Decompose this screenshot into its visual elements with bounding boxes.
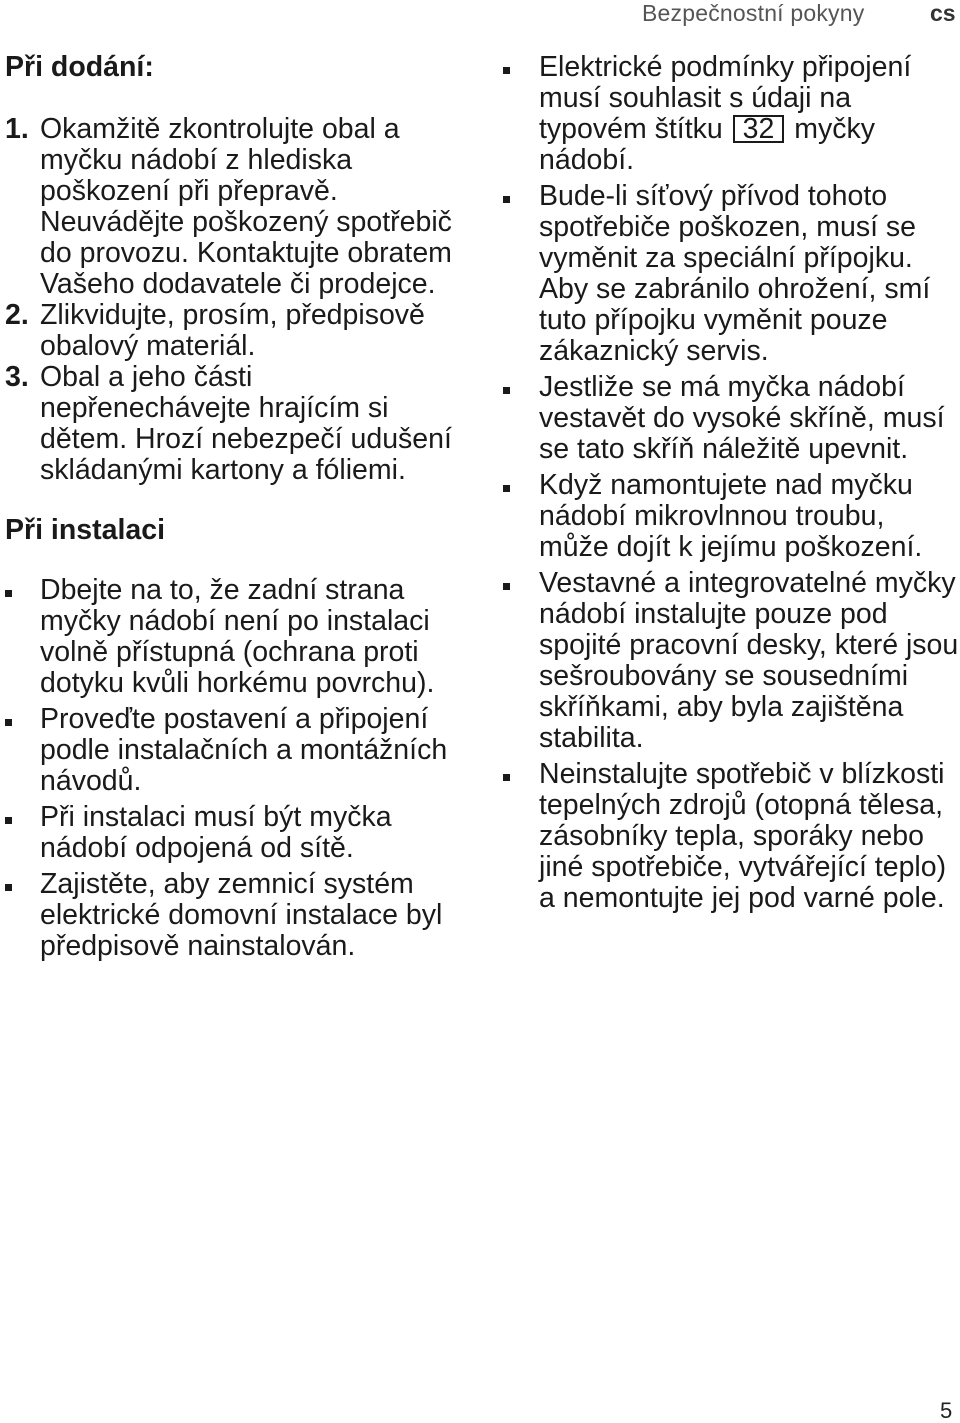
- item-text: Okamžitě zkontrolujte obal a myčku nádobí z hlediska poškození při přepravě. Neuvádějte poškozený spotřebič do provozu. Kontaktujte obratem Vašeho dodavatele či prodejce.: [40, 113, 452, 300]
- delivery-item-3: [5, 362, 457, 486]
- bullet-text: Při instalaci musí být myčka nádobí odpojená od sítě.: [40, 801, 392, 864]
- bullet-text: Jestliže se má myčka nádobí vestavět do vysoké skříně, musí se tato skříň náležitě upevnit.: [539, 371, 945, 465]
- installation-bullet-4: [5, 869, 457, 962]
- rating-plate-reference: 32: [733, 115, 785, 143]
- item-number: 3.: [5, 361, 29, 393]
- item-text: Zlikvidujte, prosím, předpisově obalový materiál.: [40, 299, 425, 362]
- square-bullet-icon: [503, 583, 510, 590]
- built-in-bullet: [500, 568, 960, 754]
- item-text: Obal a jeho části nepřenechávejte hrajícím si dětem. Hrozí nebezpečí udušení skládanými kartony a fóliemi.: [40, 361, 452, 486]
- running-header-section: Bezpečnostní pokyny: [642, 0, 865, 26]
- square-bullet-icon: [503, 387, 510, 394]
- square-bullet-icon: [503, 196, 510, 203]
- page-number: 5: [940, 1398, 953, 1423]
- installation-bullet-3: [5, 802, 457, 864]
- bullet-text: Proveďte postavení a připojení podle instalačních a montážních návodů.: [40, 703, 448, 797]
- bullet-text: Vestavné a integrovatelné myčky nádobí instalujte pouze pod spojité pracovní desky, které jsou sešroubovány se sousedními skříňkami, aby byla zajištěna stabilita.: [539, 567, 959, 754]
- installation-heading: Při instalaci: [5, 514, 165, 546]
- left-column: [5, 52, 457, 967]
- bullet-text: myčky nádobí.: [539, 113, 876, 176]
- item-number: 1.: [5, 113, 29, 145]
- square-bullet-icon: [503, 774, 510, 781]
- heat-sources-bullet: [500, 759, 960, 914]
- bullet-text: Bude-li síťový přívod tohoto spotřebiče poškozen, musí se vyměnit za speciální přípojku.: [539, 180, 917, 274]
- installation-list: [5, 575, 457, 962]
- delivery-heading: Při dodání:: [5, 51, 154, 83]
- square-bullet-icon: [5, 817, 12, 824]
- square-bullet-icon: [503, 67, 510, 74]
- square-bullet-icon: [5, 719, 12, 726]
- bullet-text: Dbejte na to, že zadní strana myčky nádobí není po instalaci volně přístupná (ochrana proti dotyku kvůli horkému povrchu).: [40, 574, 435, 699]
- tall-cabinet-bullet: [500, 372, 960, 465]
- right-column: [500, 52, 960, 919]
- item-number: 2.: [5, 299, 29, 331]
- installation-bullet-1: [5, 575, 457, 699]
- microwave-bullet: [500, 470, 960, 563]
- electrical-conditions-bullet: [500, 52, 960, 176]
- installation-bullet-2: [5, 704, 457, 797]
- square-bullet-icon: [5, 590, 12, 597]
- square-bullet-icon: [5, 884, 12, 891]
- bullet-text: Neinstalujte spotřebič v blízkosti tepelných zdrojů (otopná tělesa, zásobníky tepla, sporáky nebo jiné spotřebiče, vytvářející teplo) a nemontujte jej pod varné pole.: [539, 758, 947, 914]
- delivery-list: [5, 114, 457, 486]
- bullet-text: Zajistěte, aby zemnicí systém elektrické domovní instalace byl předpisově nainstalován.: [40, 868, 443, 962]
- language-code: cs: [930, 0, 956, 26]
- square-bullet-icon: [503, 485, 510, 492]
- bullet-continuation: Aby se zabránilo ohrožení, smí tuto přípojku vyměnit pouze zákaznický servis.: [539, 273, 931, 367]
- delivery-item-1: [5, 114, 457, 300]
- bullet-text: Elektrické podmínky připojení musí souhlasit s údaji na typovém štítku: [539, 51, 912, 145]
- power-cord-bullet: [500, 181, 960, 367]
- delivery-item-2: [5, 300, 457, 362]
- bullet-text: Když namontujete nad myčku nádobí mikrovlnnou troubu, může dojít k jejímu poškození.: [539, 469, 923, 563]
